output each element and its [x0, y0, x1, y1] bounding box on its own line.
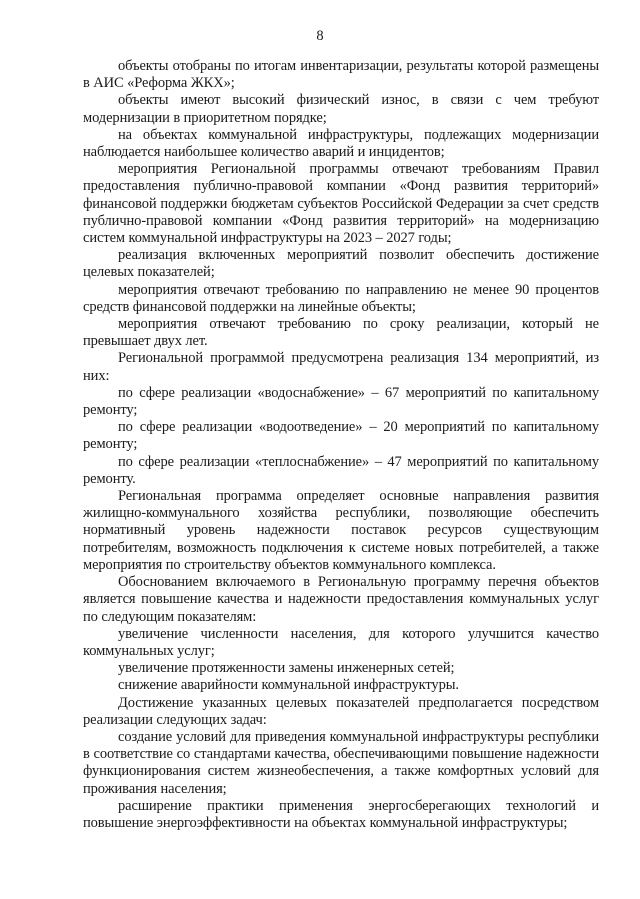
paragraph: Достижение указанных целевых показателей предполагается посредством реализации следующих задач: [83, 694, 599, 728]
paragraph: объекты отобраны по итогам инвентаризации, результаты которой размещены в АИС «Реформа ЖКХ»; [83, 58, 599, 92]
paragraph: реализация включенных мероприятий позволит обеспечить достижение целевых показателей; [83, 247, 599, 281]
paragraph: по сфере реализации «водоотведение» – 20 мероприятий по капитальному ремонту; [83, 419, 599, 453]
page-number: 8 [316, 28, 324, 44]
paragraph: создание условий для приведения коммунальной инфраструктуры республики в соответствие со стандартами качества, обеспечивающими повышение надежности функционирования систем жизнеобеспечения, а также комфортных условий для проживания населения; [83, 728, 599, 797]
paragraph: объекты имеют высокий физический износ, в связи с чем требуют модернизации в приоритетном порядке; [83, 92, 599, 126]
paragraph: увеличение численности населения, для которого улучшится качество коммунальных услуг; [83, 625, 599, 659]
paragraph: по сфере реализации «теплоснабжение» – 47 мероприятий по капитальному ремонту. [83, 453, 599, 487]
document-body [83, 58, 599, 832]
paragraph: снижение аварийности коммунальной инфраструктуры. [118, 677, 459, 694]
paragraph: расширение практики применения энергосберегающих технологий и повышение энергоэффективности на объектах коммунальной инфраструктуры; [83, 797, 599, 831]
paragraph: Региональной программой предусмотрена реализация 134 мероприятий, из них: [83, 350, 599, 384]
paragraph: увеличение протяженности замены инженерных сетей; [118, 660, 455, 677]
paragraph: Региональная программа определяет основные направления развития жилищно-коммунального хозяйства республики, позволяющие обеспечить нормативный уровень надежности поставок ресурсов существующим потребителям, возможность подключения к системе новых потребителей, а также мероприятия по строительству объектов коммунального комплекса. [83, 488, 599, 573]
paragraph: на объектах коммунальной инфраструктуры, подлежащих модернизации наблюдается наибольшее количество аварий и инцидентов; [83, 126, 599, 161]
paragraph: по сфере реализации «водоснабжение» – 67 мероприятий по капитальному ремонту; [83, 384, 599, 419]
paragraph: мероприятия отвечают требованию по сроку реализации, который не превышает двух лет. [83, 316, 599, 350]
paragraph: мероприятия отвечают требованию по направлению не менее 90 процентов средств финансовой поддержки на линейные объекты; [83, 281, 599, 315]
paragraph: Обоснованием включаемого в Региональную программу перечня объектов является повышение качества и надежности предоставления коммунальных услуг по следующим показателям: [83, 574, 599, 625]
paragraph: мероприятия Региональной программы отвечают требованиям Правил предоставления публично-правовой компании «Фонд развития территорий» финансовой поддержки бюджетам субъектов Российской Федерации за счет средств публично-правовой компании «Фонд развития территорий» на модернизацию систем коммунальной инфраструктуры на 2023 – 2027 годы; [83, 161, 599, 247]
